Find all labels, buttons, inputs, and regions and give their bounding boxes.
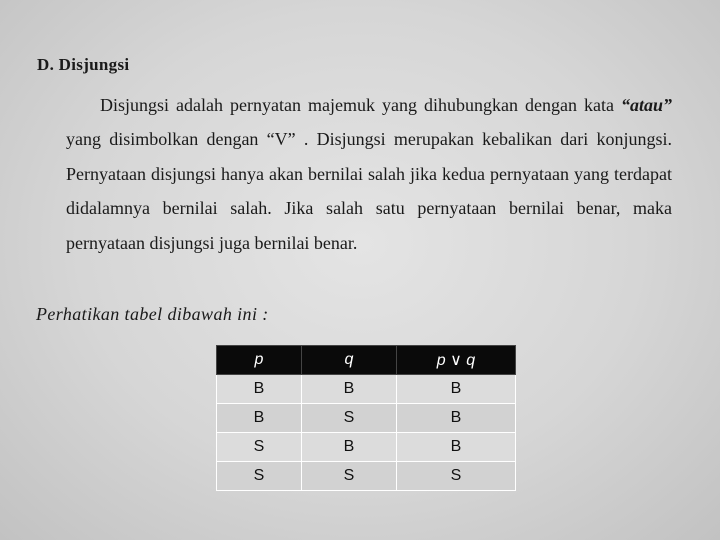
header-q: q [302,346,397,375]
cell-p-or-q: B [397,404,516,433]
truth-table [216,345,516,491]
cell-p-or-q: B [397,375,516,404]
table-row [217,462,516,491]
paragraph-intro: Disjungsi adalah pernyatan majemuk yang dihubungkan dengan kata [100,95,621,115]
symbol-v: “V” [266,129,296,150]
cell-q: B [302,433,397,462]
truth-table-header-row [217,346,516,375]
cell-p: B [217,375,302,404]
header-p: p [217,346,302,375]
cell-p: S [217,433,302,462]
cell-p-or-q: B [397,433,516,462]
table-row [217,433,516,462]
paragraph-rest: . Disjungsi merupakan kebalikan dari konjungsi. Pernyataan disjungsi hanya akan bernilai salah jika kedua pernyataan yang terdapat didalamnya bernilai salah. Jika salah satu pernyataan bernilai benar, maka pernyataan disjungsi juga bernilai benar. [66,129,672,253]
keyword-atau: “atau” [620,95,672,115]
table-row [217,375,516,404]
cell-p-or-q: S [397,462,516,491]
cell-q: S [302,462,397,491]
cell-p: B [217,404,302,433]
table-note: Perhatikan tabel dibawah ini : [36,304,269,324]
definition-paragraph [66,88,672,260]
paragraph-middle: yang disimbolkan dengan [66,129,267,150]
cell-p: S [217,462,302,491]
header-p-or-q: p ∨ q [397,346,516,375]
cell-q: S [302,404,397,433]
cell-q: B [302,375,397,404]
section-heading: D. Disjungsi [37,55,130,74]
table-row [217,404,516,433]
